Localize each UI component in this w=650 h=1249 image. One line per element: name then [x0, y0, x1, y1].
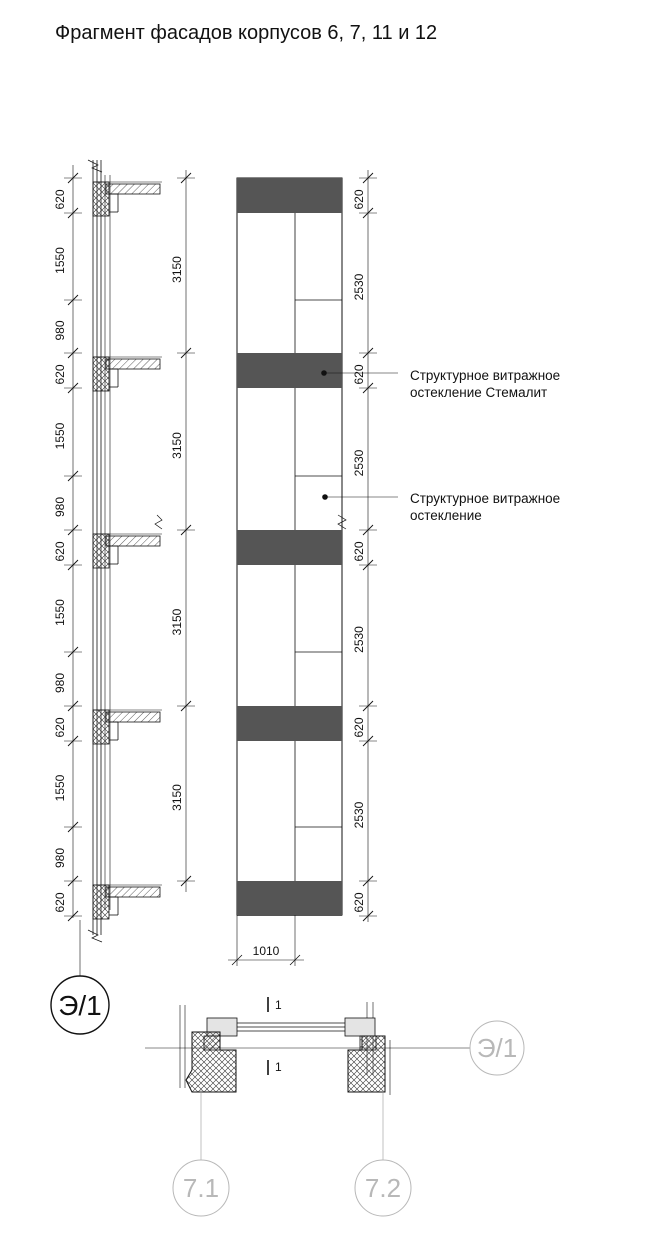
- elevation-ref-bubble: [51, 920, 109, 1034]
- left-dim-label: 620: [53, 189, 67, 210]
- plan-ref-label: Э/1: [476, 1033, 518, 1063]
- floor-slab: [93, 182, 162, 216]
- left-dim-label: 980: [53, 320, 67, 341]
- floor-slab: [93, 885, 162, 919]
- plan-ref-bubble: [470, 1021, 524, 1075]
- right-dim-label: 2530: [352, 626, 366, 653]
- callout-glazing-line-1: Структурное витражное: [410, 491, 561, 506]
- elevation-ref-label: Э/1: [58, 990, 102, 1021]
- left-dim-label: 1550: [53, 422, 67, 450]
- right-dim-label: 620: [352, 892, 366, 913]
- spandrel-panel: [237, 530, 342, 565]
- node-7-1-label: 7.1: [182, 1173, 220, 1203]
- callout-glazing: [322, 491, 560, 523]
- left-dim-label: 620: [53, 541, 67, 562]
- node-bubble-7-2: [355, 1160, 411, 1216]
- drawing-title: Фрагмент фасадов корпусов 6, 7, 11 и 12: [55, 22, 438, 44]
- left-dim-label: 980: [53, 672, 67, 694]
- floor-dim-label: 3150: [170, 608, 184, 636]
- right-dim-label: 620: [352, 189, 366, 210]
- left-dim-label: 980: [53, 496, 67, 518]
- right-dim-label: 2530: [352, 273, 366, 301]
- left-dim-label: 620: [53, 717, 67, 738]
- floor-slab: [93, 357, 162, 391]
- spandrel-panel: [237, 178, 342, 213]
- callout-glazing-line-2: остекление: [410, 508, 482, 523]
- floor-dim-label: 3150: [170, 784, 184, 811]
- left-dim-label: 980: [53, 847, 67, 869]
- width-dim-label: 1010: [252, 944, 280, 958]
- spandrel-panel: [237, 881, 342, 916]
- floor-slab: [93, 710, 162, 744]
- right-dim-label: 2530: [352, 449, 366, 477]
- node-bubble-7-1: [173, 1160, 229, 1216]
- width-dimension: [228, 915, 304, 966]
- spandrel-panel: [237, 706, 342, 741]
- right-dim-label: 620: [352, 364, 366, 385]
- floor-dim-label: 3150: [170, 256, 184, 283]
- left-dim-label: 1550: [53, 247, 67, 274]
- spandrel-panel: [237, 353, 342, 388]
- floor-slab: [93, 534, 162, 568]
- node-7-2-label: 7.2: [364, 1173, 402, 1203]
- callout-stemalit-line-1: Структурное витражное: [410, 368, 561, 383]
- left-dim-label: 620: [53, 364, 67, 385]
- callout-stemalit-line-2: остекление Стемалит: [410, 385, 548, 400]
- section-mark-top: 1: [275, 998, 282, 1012]
- left-dim-label: 620: [53, 892, 67, 913]
- right-dim-label: 620: [352, 717, 366, 738]
- right-dim-label: 620: [352, 541, 366, 562]
- left-dim-label: 1550: [53, 599, 67, 626]
- facade-elevation: [237, 178, 346, 916]
- floor-dim-label: 3150: [170, 432, 184, 459]
- section-mark-bottom: 1: [275, 1060, 282, 1074]
- plan-fragment: [145, 997, 470, 1160]
- right-dim-label: 2530: [352, 801, 366, 829]
- left-dim-label: 1550: [53, 774, 67, 802]
- wall-section: [88, 160, 162, 942]
